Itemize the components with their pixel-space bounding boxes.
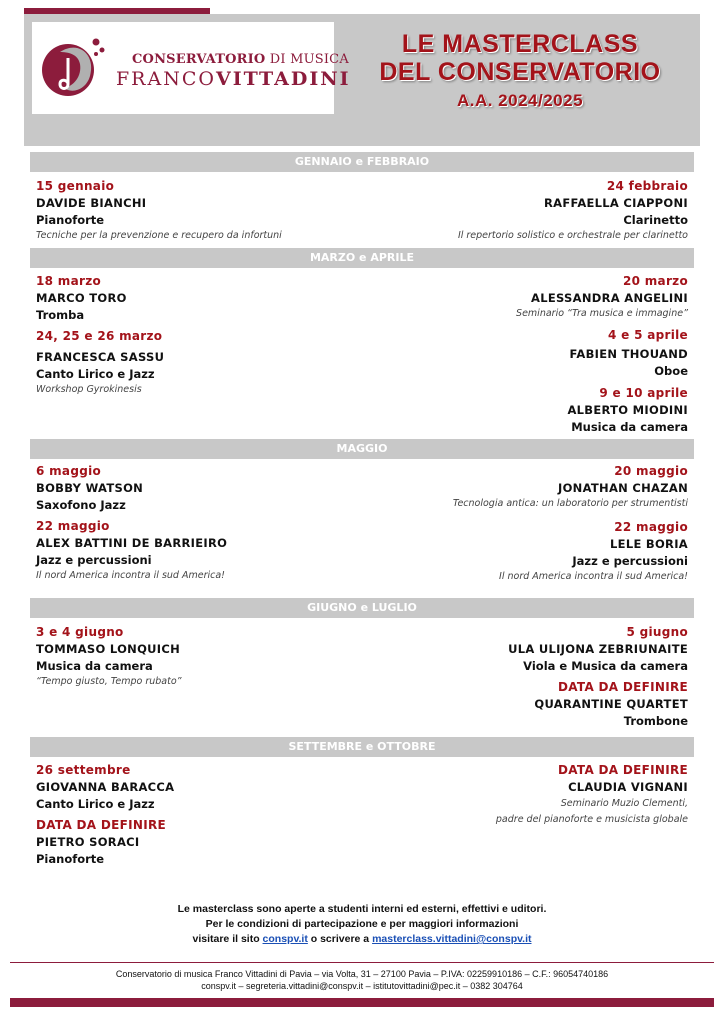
entry-date: DATA DA DEFINIRE [36,818,167,832]
section-heading-settembre-ottobre: SETTEMBRE e OTTOBRE [30,737,694,757]
masterclass-entry [570,327,688,380]
entry-instrument: Saxofono Jazz [36,498,126,512]
entry-note: Tecniche per la prevenzione e recupero da infortuni [36,230,282,241]
entry-teacher: GIOVANNA BARACCA [36,780,175,794]
entry-teacher: QUARANTINE QUARTET [534,697,688,711]
masterclass-entry [508,624,688,675]
entry-teacher: CLAUDIA VIGNANI [568,780,688,794]
conservatorio-logo [32,22,351,114]
entry-teacher: BOBBY WATSON [36,481,144,495]
academic-year: A.A. 2024/2025 [456,91,584,110]
entry-instrument: Canto Lirico e Jazz [36,797,155,811]
masterclass-entry [36,463,143,514]
entry-date: 22 maggio [36,519,110,533]
masterclass-entry [499,519,688,584]
entry-teacher: LELE BORIA [610,537,688,551]
entry-instrument: Clarinetto [623,213,688,227]
masterclass-entry [516,273,688,321]
entry-instrument: Musica da camera [36,659,153,673]
masterclass-entry [36,328,164,397]
info-line2: Per le condizioni di partecipazione e per maggiori informazioni [205,918,519,930]
site-link[interactable]: conspv.it [262,933,308,945]
entry-date: 15 gennaio [36,179,115,193]
entry-date: 9 e 10 aprile [599,386,688,400]
entry-date: 3 e 4 giugno [36,625,124,639]
info-line3: visitare il sito conspv.it o scrivere a masterclass.vittadini@conspv.it [192,933,532,945]
entry-note: Workshop Gyrokinesis [36,384,142,395]
entry-instrument: Viola e Musica da camera [523,659,688,673]
participation-info [0,902,724,947]
entry-date: 5 giugno [626,625,688,639]
entry-note-line2: padre del pianoforte e musicista globale [495,814,688,825]
masterclass-entry [36,273,127,324]
masterclass-entry [36,178,282,243]
title-line1: LE MASTERCLASS [401,30,639,58]
entry-date: 24, 25 e 26 marzo [36,329,163,343]
entry-instrument: Canto Lirico e Jazz [36,367,155,381]
entry-note: Seminario “Tra musica e immagine” [516,308,688,319]
page-title [340,30,700,114]
conservatorio-logo-mark-icon [38,32,110,104]
masterclass-entry [453,463,688,511]
title-line2: DEL CONSERVATORIO [379,58,661,86]
entry-instrument: Pianoforte [36,213,105,227]
entry-instrument: Tromba [36,308,85,322]
entry-instrument: Oboe [654,364,688,378]
entry-teacher: ALEX BATTINI DE BARRIEIRO [36,536,228,550]
entry-teacher: MARCO TORO [36,291,127,305]
entry-note: Il nord America incontra il sud America! [36,570,225,581]
masterclass-entry [458,178,688,243]
logo-text-line2: FRANCOVITTADINI [116,68,351,90]
entry-note: Il repertorio solistico e orchestrale per clarinetto [457,230,688,241]
entry-date: 4 e 5 aprile [608,328,688,342]
email-link[interactable]: masterclass.vittadini@conspv.it [372,933,532,945]
section-heading-maggio: MAGGIO [30,439,694,459]
entry-teacher: FABIEN THOUAND [569,347,688,361]
masterclass-entry [36,762,174,813]
footer-contacts: conspv.it – segreteria.vittadini@conspv.it – istitutovittadini@pec.it – 0382 304764 [201,981,523,991]
entry-instrument: Musica da camera [571,420,688,434]
masterclass-entry [496,762,688,827]
entry-note: Tecnologia antica: un laboratorio per strumentisti [452,498,688,509]
masterclass-entry [36,518,227,583]
entry-teacher: RAFFAELLA CIAPPONI [543,196,688,210]
entry-teacher: ALESSANDRA ANGELINI [531,291,688,305]
entry-date: 24 febbraio [606,179,688,193]
footer-bar [10,998,714,1007]
logo-text-line1: CONSERVATORIO DI MUSICA [132,52,349,67]
entry-teacher: JONATHAN CHAZAN [557,481,688,495]
section-heading-marzo-aprile: MARZO e APRILE [30,248,694,268]
entry-date: DATA DA DEFINIRE [557,763,688,777]
entry-instrument: Jazz e percussioni [572,554,688,568]
entry-instrument: Trombone [623,714,688,728]
entry-date: 22 maggio [614,520,688,534]
entry-teacher: ULA ULIJONA ZEBRIUNAITE [508,642,688,656]
entry-date: DATA DA DEFINIRE [557,680,688,694]
masterclass-entry [36,817,166,868]
entry-date: 26 settembre [36,763,131,777]
masterclass-entry [36,624,182,689]
entry-teacher: PIETRO SORACI [36,835,140,849]
entry-teacher: FRANCESCA SASSU [36,350,165,364]
footer [0,968,724,992]
entry-note: Seminario Muzio Clementi, [560,798,688,809]
entry-instrument: Pianoforte [36,852,105,866]
entry-instrument: Jazz e percussioni [36,553,152,567]
masterclass-entry [534,679,688,730]
info-line1: Le masterclass sono aperte a studenti interni ed esterni, effettivi e uditori. [177,903,547,915]
entry-teacher: ALBERTO MIODINI [567,403,688,417]
entry-date: 20 marzo [622,274,688,288]
footer-address: Conservatorio di musica Franco Vittadini di Pavia – via Volta, 31 – 27100 Pavia – P.IVA: 02259910186 – C.F.: 96054740186 [115,969,609,979]
entry-date: 18 marzo [36,274,102,288]
masterclass-entry [567,385,688,436]
entry-teacher: DAVIDE BIANCHI [36,196,147,210]
entry-teacher: TOMMASO LONQUICH [36,642,181,656]
section-heading-gennaio-febbraio: GENNAIO e FEBBRAIO [30,152,694,172]
footer-divider [10,962,714,963]
entry-date: 6 maggio [36,464,102,478]
entry-note: “Tempo giusto, Tempo rubato” [36,676,182,687]
entry-note: Il nord America incontra il sud America! [499,571,688,582]
section-heading-giugno-luglio: GIUGNO e LUGLIO [30,598,694,618]
entry-date: 20 maggio [614,464,688,478]
